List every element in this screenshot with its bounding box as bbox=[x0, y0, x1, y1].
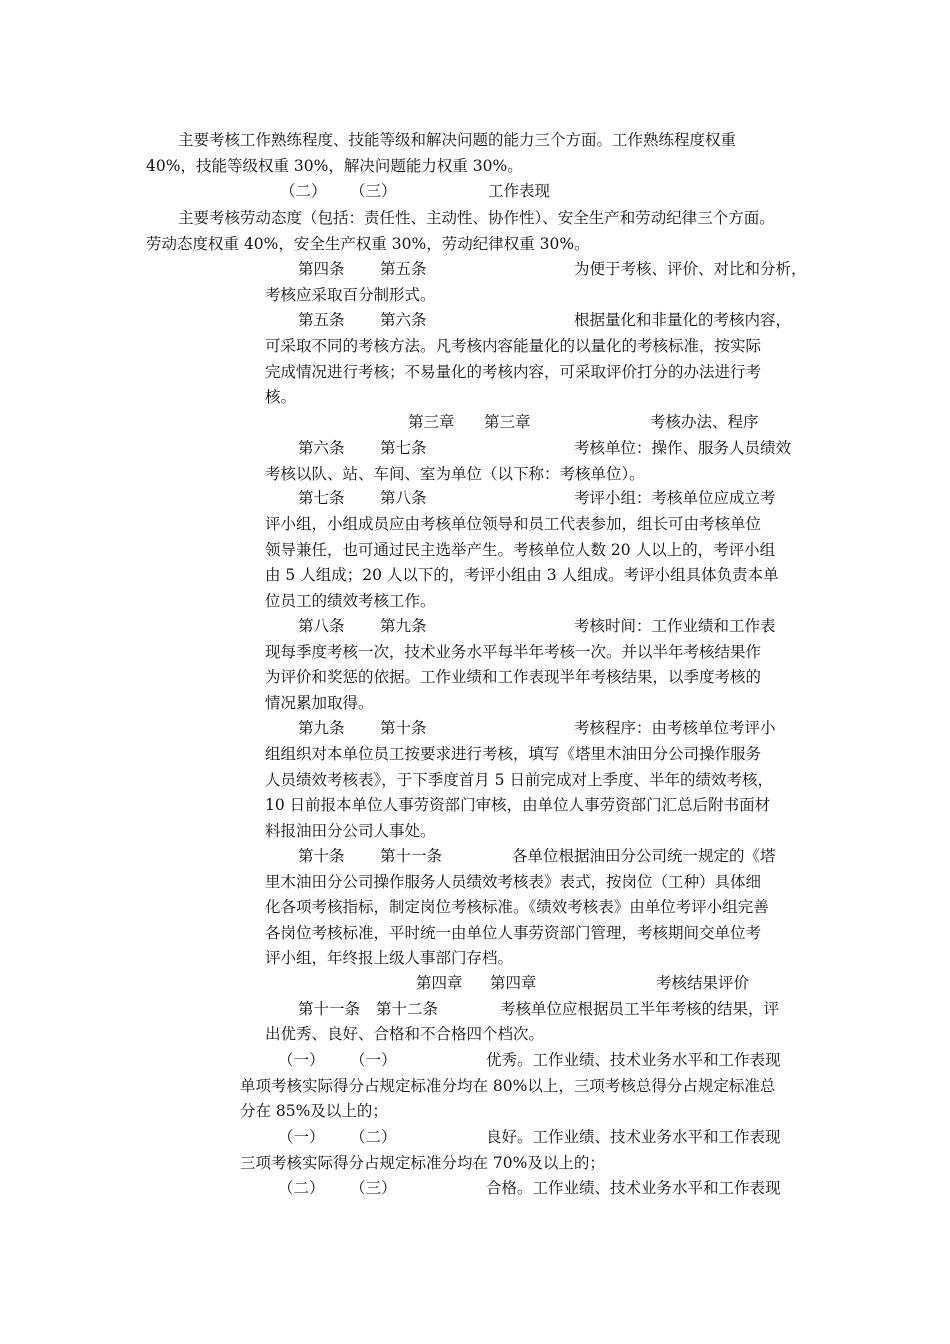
text-line: 位员工的绩效考核工作。 bbox=[265, 592, 436, 610]
section-title: 工作表现 bbox=[488, 182, 551, 200]
section-number: （二） bbox=[280, 182, 327, 200]
chapter-number: 第四章 bbox=[416, 974, 463, 992]
section-number: （三） bbox=[350, 182, 397, 200]
text-line: 考评小组：考核单位应成立考 bbox=[574, 489, 776, 507]
item-number: （一） bbox=[278, 1051, 325, 1069]
chapter-number: 第三章 bbox=[484, 413, 531, 431]
article-number: 第七条 bbox=[380, 439, 427, 457]
text-line: 合格。工作业绩、技术业务水平和工作表现 bbox=[486, 1179, 781, 1197]
text-line: 各岗位考核标准，平时统一由单位人事劳资部门管理，考核期间交单位考 bbox=[265, 924, 762, 942]
article-number: 第九条 bbox=[380, 617, 427, 635]
text-line: 领导兼任，也可通过民主选举产生。考核单位人数 20 人以上的，考评小组 bbox=[265, 541, 776, 559]
text-line: 化各项考核指标，制定岗位考核标准。《绩效考核表》由单位考评小组完善 bbox=[265, 898, 769, 916]
text-line: 核。 bbox=[265, 388, 297, 406]
article-number: 第五条 bbox=[298, 311, 345, 329]
article-number: 第八条 bbox=[380, 489, 427, 507]
article-number: 第十一条 bbox=[298, 1000, 361, 1018]
text-line: 料报油田分公司人事处。 bbox=[265, 822, 436, 840]
article-number: 第五条 bbox=[380, 260, 427, 278]
text-line: 三项考核实际得分占规定标准分均在 70%及以上的； bbox=[240, 1154, 605, 1172]
article-number: 第十一条 bbox=[380, 847, 443, 865]
chapter-number: 第四章 bbox=[490, 974, 537, 992]
text-line: 组组织对本单位员工按要求进行考核，填写《塔里木油田分公司操作服务 bbox=[265, 745, 762, 763]
text-line: 里木油田分公司操作服务人员绩效考核表》表式，按岗位（工种）具体细 bbox=[265, 873, 762, 891]
text-line: 考核应采取百分制形式。 bbox=[265, 286, 436, 304]
article-number: 第七条 bbox=[298, 489, 345, 507]
text-line: 情况累加取得。 bbox=[265, 694, 374, 712]
text-line: 劳动态度权重 40%，安全生产权重 30%，劳动纪律权重 30%。 bbox=[146, 235, 590, 253]
text-line: 40%，技能等级权重 30%，解决问题能力权重 30%。 bbox=[146, 157, 523, 175]
text-line: 考核程序：由考核单位考评小 bbox=[574, 719, 776, 737]
item-number: （一） bbox=[278, 1128, 325, 1146]
text-line: 考核时间：工作业绩和工作表 bbox=[574, 617, 776, 635]
text-line: 现每季度考核一次，技术业务水平每半年考核一次。并以半年考核结果作 bbox=[265, 643, 762, 661]
chapter-number: 第三章 bbox=[408, 413, 455, 431]
text-line: 由 5 人组成；20 人以下的，考评小组由 3 人组成。考评小组具体负责本单 bbox=[265, 566, 779, 584]
text-line: 评小组，小组成员应由考核单位领导和员工代表参加，组长可由考核单位 bbox=[265, 515, 762, 533]
article-number: 第四条 bbox=[298, 260, 345, 278]
text-line: 人员绩效考核表》，于下季度首月 5 日前完成对上季度、半年的绩效考核， bbox=[265, 771, 773, 789]
article-number: 第十条 bbox=[298, 847, 345, 865]
text-line: 单项考核实际得分占规定标准分均在 80%以上，三项考核总得分占规定标准总 bbox=[240, 1077, 776, 1095]
text-line: 考核以队、站、车间、室为单位（以下称：考核单位）。 bbox=[265, 465, 645, 483]
text-line: 考核单位应根据员工半年考核的结果，评 bbox=[500, 1000, 780, 1018]
item-number: （三） bbox=[350, 1179, 397, 1197]
text-line: 评小组，年终报上级人事部门存档。 bbox=[265, 949, 514, 967]
text-line: 10 日前报本单位人事劳资部门审核，由单位人事劳资部门汇总后附书面材 bbox=[265, 796, 771, 814]
text-line: 主要考核工作熟练程度、技能等级和解决问题的能力三个方面。工作熟练程度权重 bbox=[178, 131, 737, 149]
text-line: 完成情况进行考核；不易量化的考核内容，可采取评价打分的办法进行考 bbox=[265, 363, 762, 381]
article-number: 第六条 bbox=[298, 439, 345, 457]
article-number: 第十二条 bbox=[376, 1000, 439, 1018]
text-line: 可采取不同的考核方法。凡考核内容能量化的以量化的考核标准，按实际 bbox=[265, 337, 762, 355]
text-line: 分在 85%及以上的； bbox=[240, 1102, 388, 1120]
item-number: （一） bbox=[350, 1051, 397, 1069]
text-line: 主要考核劳动态度（包括：责任性、主动性、协作性）、安全生产和劳动纪律三个方面。 bbox=[178, 209, 775, 227]
chapter-title: 考核办法、程序 bbox=[650, 413, 759, 431]
text-line: 为便于考核、评价、对比和分析， bbox=[574, 260, 807, 278]
text-line: 优秀。工作业绩、技术业务水平和工作表现 bbox=[486, 1051, 781, 1069]
text-line: 根据量化和非量化的考核内容， bbox=[574, 311, 792, 329]
article-number: 第十条 bbox=[380, 719, 427, 737]
text-line: 为评价和奖惩的依据。工作业绩和工作表现半年考核结果，以季度考核的 bbox=[265, 668, 762, 686]
chapter-title: 考核结果评价 bbox=[656, 974, 750, 992]
item-number: （二） bbox=[278, 1179, 325, 1197]
text-line: 各单位根据油田分公司统一规定的《塔 bbox=[512, 847, 776, 865]
article-number: 第八条 bbox=[298, 617, 345, 635]
text-line: 良好。工作业绩、技术业务水平和工作表现 bbox=[486, 1128, 781, 1146]
item-number: （二） bbox=[350, 1128, 397, 1146]
article-number: 第九条 bbox=[298, 719, 345, 737]
text-line: 考核单位：操作、服务人员绩效 bbox=[574, 439, 792, 457]
text-line: 出优秀、良好、合格和不合格四个档次。 bbox=[265, 1025, 545, 1043]
article-number: 第六条 bbox=[380, 311, 427, 329]
